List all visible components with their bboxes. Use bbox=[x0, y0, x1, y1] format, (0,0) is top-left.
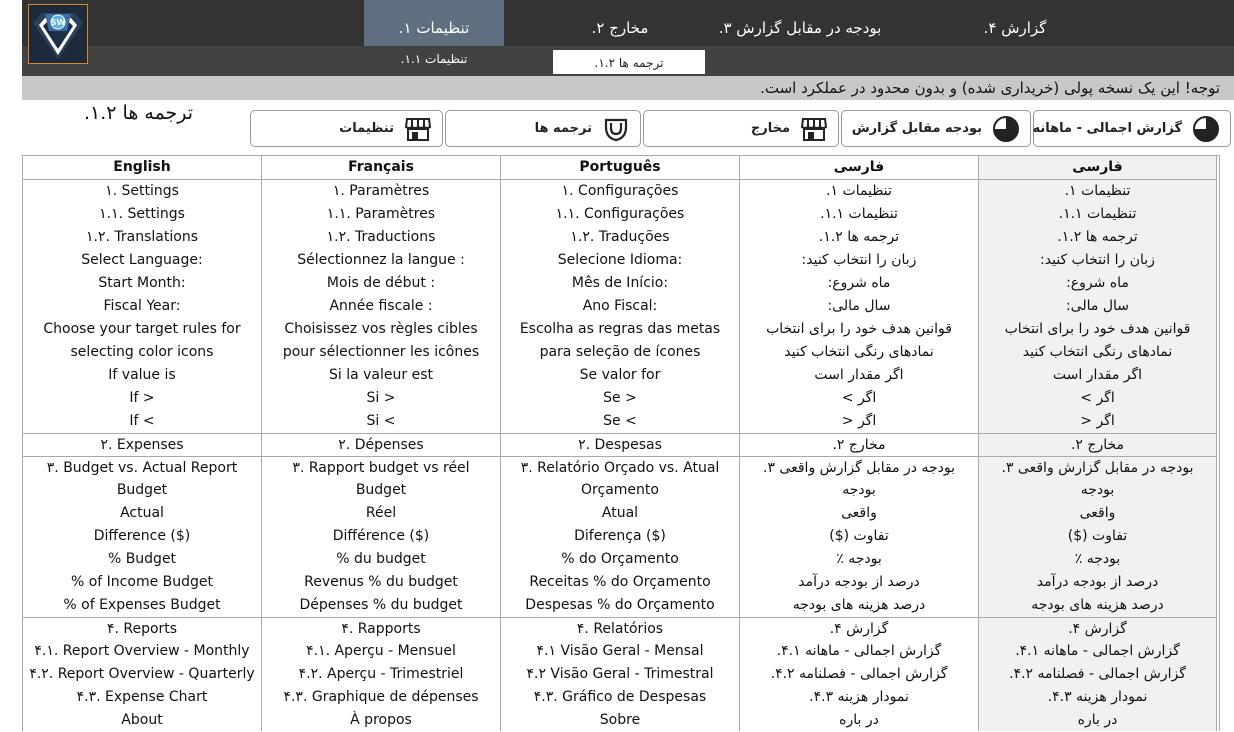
column-header-english: English bbox=[23, 156, 261, 180]
table-cell[interactable]: ۲. Dépenses bbox=[262, 433, 500, 456]
table-cell[interactable]: ۲. Despesas bbox=[501, 433, 739, 456]
table-cell[interactable]: بودجه در مقابل گزارش واقعی ۳. bbox=[740, 456, 978, 479]
table-cell[interactable]: ترجمه ها ۱.۲. bbox=[1057, 229, 1138, 245]
table-cell[interactable]: ۳. Rapport budget vs réel bbox=[262, 456, 500, 479]
table-cell[interactable]: ماه شروع: bbox=[1066, 275, 1129, 291]
translations-table bbox=[22, 155, 1220, 731]
settings-label: تنظیمات bbox=[339, 121, 394, 136]
table-cell[interactable]: واقعی bbox=[841, 505, 877, 521]
storefront-icon bbox=[404, 115, 432, 143]
translations-label: ترجمه ها bbox=[534, 121, 592, 136]
table-cell[interactable]: Ano Fiscal: bbox=[582, 298, 658, 314]
table-cell[interactable]: About bbox=[121, 712, 163, 728]
table-cell[interactable]: ۴. Relatórios bbox=[501, 617, 739, 640]
table-cell[interactable]: زبان را انتخاب کنید: bbox=[1040, 252, 1155, 268]
table-cell[interactable]: ترجمه ها ۱.۲. bbox=[818, 229, 900, 245]
column-farsi-2 bbox=[979, 156, 1217, 731]
table-cell[interactable]: Mois de début : bbox=[326, 275, 436, 291]
table-cell[interactable]: Sobre bbox=[599, 712, 641, 728]
column-header-french: Français bbox=[262, 156, 500, 180]
table-cell[interactable]: Choose your target rules for bbox=[43, 321, 241, 337]
app-logo[interactable] bbox=[28, 4, 88, 64]
table-cell[interactable]: سال مالی: bbox=[1065, 298, 1130, 314]
table-cell[interactable]: ۴.۱ Visão Geral - Mensal bbox=[536, 643, 704, 659]
table-cell[interactable]: Atual bbox=[601, 505, 639, 521]
table-cell[interactable]: تنظیمات ۱.۱. bbox=[820, 206, 898, 222]
table-cell[interactable]: % Budget bbox=[107, 551, 177, 567]
table-cell[interactable]: در باره bbox=[1077, 712, 1118, 728]
table-cell[interactable]: ۱.۲. Translations bbox=[86, 229, 198, 245]
table-cell[interactable]: Budget bbox=[116, 482, 168, 498]
license-notice: توجه! این یک نسخه پولی (خریداری شده) و بدون محدود در عملکرد است. bbox=[22, 76, 1234, 100]
table-cell[interactable]: تفاوت ($) bbox=[1067, 528, 1128, 544]
table-cell[interactable]: Réel bbox=[365, 505, 397, 521]
table-cell[interactable]: تفاوت ($) bbox=[829, 528, 889, 544]
table-cell[interactable]: بودجه ٪ bbox=[1074, 551, 1121, 567]
table-cell[interactable]: À propos bbox=[350, 712, 412, 728]
table-cell[interactable]: اگر > bbox=[841, 390, 877, 406]
table-cell[interactable]: ۴.۲ Visão Geral - Trimestral bbox=[526, 666, 714, 682]
table-cell[interactable]: بودجه bbox=[842, 482, 876, 498]
nav-tab-settings[interactable]: تنظیمات ۱. bbox=[364, 0, 504, 46]
table-cell[interactable]: Différence ($) bbox=[332, 528, 430, 544]
pie-chart-icon bbox=[992, 115, 1020, 143]
table-cell[interactable]: اگر مقدار است bbox=[1052, 367, 1143, 383]
column-portuguese bbox=[501, 156, 740, 731]
table-cell[interactable]: نمودار هزینه ۴.۳. bbox=[809, 689, 909, 705]
table-cell[interactable]: ۱.۱. Paramètres bbox=[326, 206, 436, 222]
table-cell[interactable]: Despesas % do Orçamento bbox=[525, 597, 715, 613]
table-cell[interactable]: If < bbox=[129, 413, 155, 429]
table-cell[interactable]: ۴.۱. Aperçu - Mensuel bbox=[306, 643, 456, 659]
column-header-farsi-2: فارسی bbox=[979, 156, 1216, 180]
table-cell[interactable]: ماه شروع: bbox=[827, 275, 891, 291]
table-cell[interactable]: If value is bbox=[108, 367, 176, 383]
page-title: ترجمه ها ۱.۲. bbox=[84, 102, 194, 124]
table-cell[interactable]: ۳. Budget vs. Actual Report bbox=[23, 456, 261, 479]
table-cell[interactable]: زبان را انتخاب کنید: bbox=[801, 252, 917, 268]
column-french bbox=[262, 156, 501, 731]
subnav-tab-settings[interactable]: تنظیمات ۱.۱. bbox=[400, 52, 468, 66]
translate-icon bbox=[602, 115, 630, 143]
table-cell[interactable]: Diferença ($) bbox=[574, 528, 666, 544]
storefront-icon bbox=[800, 115, 828, 143]
table-cell[interactable]: Année fiscale : bbox=[329, 298, 433, 314]
table-cell[interactable]: درصد از بودجه درآمد bbox=[798, 574, 920, 590]
table-cell[interactable]: مخارج ۲. bbox=[740, 433, 978, 456]
column-header-portuguese: Português bbox=[501, 156, 739, 180]
table-cell[interactable]: % do Orçamento bbox=[561, 551, 679, 567]
table-cell[interactable]: نمادهای رنگی انتخاب کنید bbox=[784, 344, 934, 360]
table-cell[interactable]: گزارش اجمالی - ماهانه ۴.۱. bbox=[776, 643, 942, 659]
table-cell[interactable]: Dépenses % du budget bbox=[299, 597, 463, 613]
table-cell[interactable]: تنظیمات ۱.۱. bbox=[1058, 206, 1137, 222]
table-cell[interactable]: Receitas % do Orçamento bbox=[529, 574, 711, 590]
table-cell[interactable]: ۴. Rapports bbox=[262, 617, 500, 640]
table-cell[interactable]: ۴.۳. Expense Chart bbox=[76, 689, 208, 705]
table-cell[interactable]: سال مالی: bbox=[827, 298, 891, 314]
table-cell[interactable]: واقعی bbox=[1079, 505, 1116, 521]
column-english bbox=[23, 156, 262, 731]
table-cell[interactable]: در باره bbox=[839, 712, 879, 728]
table-cell[interactable]: selecting color icons bbox=[70, 344, 214, 360]
budget-vs-actual-label: بودجه مقابل گزارش bbox=[851, 121, 982, 136]
table-cell[interactable]: نمادهای رنگی انتخاب کنید bbox=[1022, 344, 1173, 360]
table-cell[interactable]: قوانین هدف خود را برای انتخاب bbox=[766, 321, 952, 337]
table-cell[interactable]: درصد از بودجه درآمد bbox=[1036, 574, 1159, 590]
subnav-tab-translations[interactable]: ترجمه ها ۱.۲. bbox=[553, 50, 705, 74]
table-cell[interactable]: Mês de Início: bbox=[571, 275, 669, 291]
table-cell[interactable]: اگر < bbox=[841, 413, 877, 429]
settings-button[interactable] bbox=[250, 110, 443, 147]
table-cell[interactable]: ۱.۲. Traduções bbox=[570, 229, 670, 245]
table-cell[interactable]: تنظیمات ۱. bbox=[826, 183, 892, 199]
table-cell[interactable]: تنظیمات ۱. bbox=[1064, 183, 1131, 199]
table-cell[interactable]: Start Month: bbox=[98, 275, 186, 291]
budget-vs-actual-button[interactable] bbox=[841, 110, 1031, 147]
nav-tab-reports[interactable]: گزارش ۴. bbox=[983, 19, 1047, 37]
table-cell[interactable]: Difference ($) bbox=[93, 528, 191, 544]
table-cell[interactable]: گزارش اجمالی - فصلنامه ۴.۲. bbox=[770, 666, 948, 682]
table-cell[interactable]: % of Expenses Budget bbox=[63, 597, 221, 613]
table-cell[interactable]: ۴.۲. Aperçu - Trimestriel bbox=[298, 666, 464, 682]
table-cell[interactable]: گزارش اجمالی - فصلنامه ۴.۲. bbox=[1009, 666, 1186, 682]
table-cell[interactable]: گزارش ۴. bbox=[740, 617, 978, 640]
table-cell[interactable]: Si > bbox=[366, 390, 396, 406]
table-cell[interactable]: Escolha as regras das metas bbox=[519, 321, 721, 337]
table-cell[interactable]: ۱.۱. Configurações bbox=[555, 206, 685, 222]
table-cell[interactable]: گزارش ۴. bbox=[979, 617, 1216, 640]
table-cell[interactable]: pour sélectionner les icônes bbox=[282, 344, 480, 360]
table-cell[interactable]: Actual bbox=[120, 505, 164, 521]
table-cell[interactable]: بودجه ٪ bbox=[836, 551, 882, 567]
nav-tab-expenses[interactable]: مخارج ۲. bbox=[591, 19, 649, 37]
table-cell[interactable]: Selecione Idioma: bbox=[557, 252, 683, 268]
table-cell[interactable]: ۳. Relatório Orçado vs. Atual bbox=[501, 456, 739, 479]
column-header-farsi: فارسی bbox=[740, 156, 978, 180]
translations-button[interactable] bbox=[445, 110, 641, 147]
expenses-label: مخارج bbox=[750, 121, 790, 136]
table-cell[interactable]: گزارش اجمالی - ماهانه ۴.۱. bbox=[1015, 643, 1180, 659]
table-cell[interactable]: ۴.۱. Report Overview - Monthly bbox=[34, 643, 250, 659]
table-cell[interactable]: اگر > bbox=[1080, 390, 1115, 406]
table-cell[interactable]: Se valor for bbox=[579, 367, 661, 383]
report-overview-monthly-button[interactable] bbox=[1033, 110, 1231, 147]
table-cell[interactable]: ۴.۳. Gráfico de Despesas bbox=[533, 689, 707, 705]
table-cell[interactable]: Si la valeur est bbox=[329, 367, 433, 383]
table-cell[interactable]: نمودار هزینه ۴.۳. bbox=[1047, 689, 1148, 705]
table-cell[interactable]: بودجه bbox=[1080, 482, 1115, 498]
table-cell[interactable]: ۱. Configurações bbox=[561, 183, 679, 199]
table-cell[interactable]: Select Language: bbox=[81, 252, 203, 268]
table-cell[interactable]: ۱. Paramètres bbox=[332, 183, 430, 199]
table-cell[interactable]: قوانین هدف خود را برای انتخاب bbox=[1004, 321, 1191, 337]
top-header bbox=[0, 0, 1234, 76]
table-cell[interactable]: Revenus % du budget bbox=[304, 574, 458, 590]
table-cell[interactable]: ۴.۳. Graphique de dépenses bbox=[283, 689, 479, 705]
table-cell[interactable]: بودجه در مقابل گزارش واقعی ۳. bbox=[979, 456, 1216, 479]
table-cell[interactable]: مخارج ۲. bbox=[979, 433, 1216, 456]
table-cell[interactable]: ۲. Expenses bbox=[23, 433, 261, 456]
diamond-logo-icon bbox=[29, 5, 87, 63]
table-cell[interactable]: % du budget bbox=[336, 551, 426, 567]
table-cell[interactable]: Choisissez vos règles cibles bbox=[284, 321, 478, 337]
table-cell[interactable]: Fiscal Year: bbox=[103, 298, 181, 314]
report-overview-monthly-label: گزارش اجمالی - ماهانه bbox=[1032, 121, 1182, 136]
table-cell[interactable]: درصد هزینه های بودجه bbox=[792, 597, 926, 613]
table-cell[interactable]: Budget bbox=[355, 482, 407, 498]
table-cell[interactable]: ۴.۲. Report Overview - Quarterly bbox=[29, 666, 255, 682]
table-cell[interactable]: Se < bbox=[603, 413, 637, 429]
table-cell[interactable]: % of Income Budget bbox=[70, 574, 214, 590]
table-cell[interactable]: اگر مقدار است bbox=[814, 367, 904, 383]
expenses-button[interactable] bbox=[643, 110, 839, 147]
table-cell[interactable]: Si < bbox=[366, 413, 396, 429]
table-cell[interactable]: If > bbox=[129, 390, 155, 406]
pie-chart-icon bbox=[1192, 115, 1220, 143]
nav-tab-budget-vs-actual[interactable]: بودجه در مقابل گزارش ۳. bbox=[718, 19, 882, 37]
table-cell[interactable]: ۱.۲. Traductions bbox=[326, 229, 436, 245]
table-cell[interactable]: ۴. Reports bbox=[23, 617, 261, 640]
table-cell[interactable]: درصد هزینه های بودجه bbox=[1031, 597, 1164, 613]
table-cell[interactable]: ۱.۱. Settings bbox=[99, 206, 185, 222]
table-cell[interactable]: اگر < bbox=[1080, 413, 1115, 429]
table-cell[interactable]: Orçamento bbox=[581, 482, 659, 498]
svg-text:SW: SW bbox=[50, 18, 66, 27]
table-cell[interactable]: para seleção de ícones bbox=[539, 344, 701, 360]
table-cell[interactable]: Sélectionnez la langue : bbox=[297, 252, 465, 268]
table-cell[interactable]: Se > bbox=[603, 390, 637, 406]
column-farsi bbox=[740, 156, 979, 731]
table-cell[interactable]: ۱. Settings bbox=[105, 183, 179, 199]
